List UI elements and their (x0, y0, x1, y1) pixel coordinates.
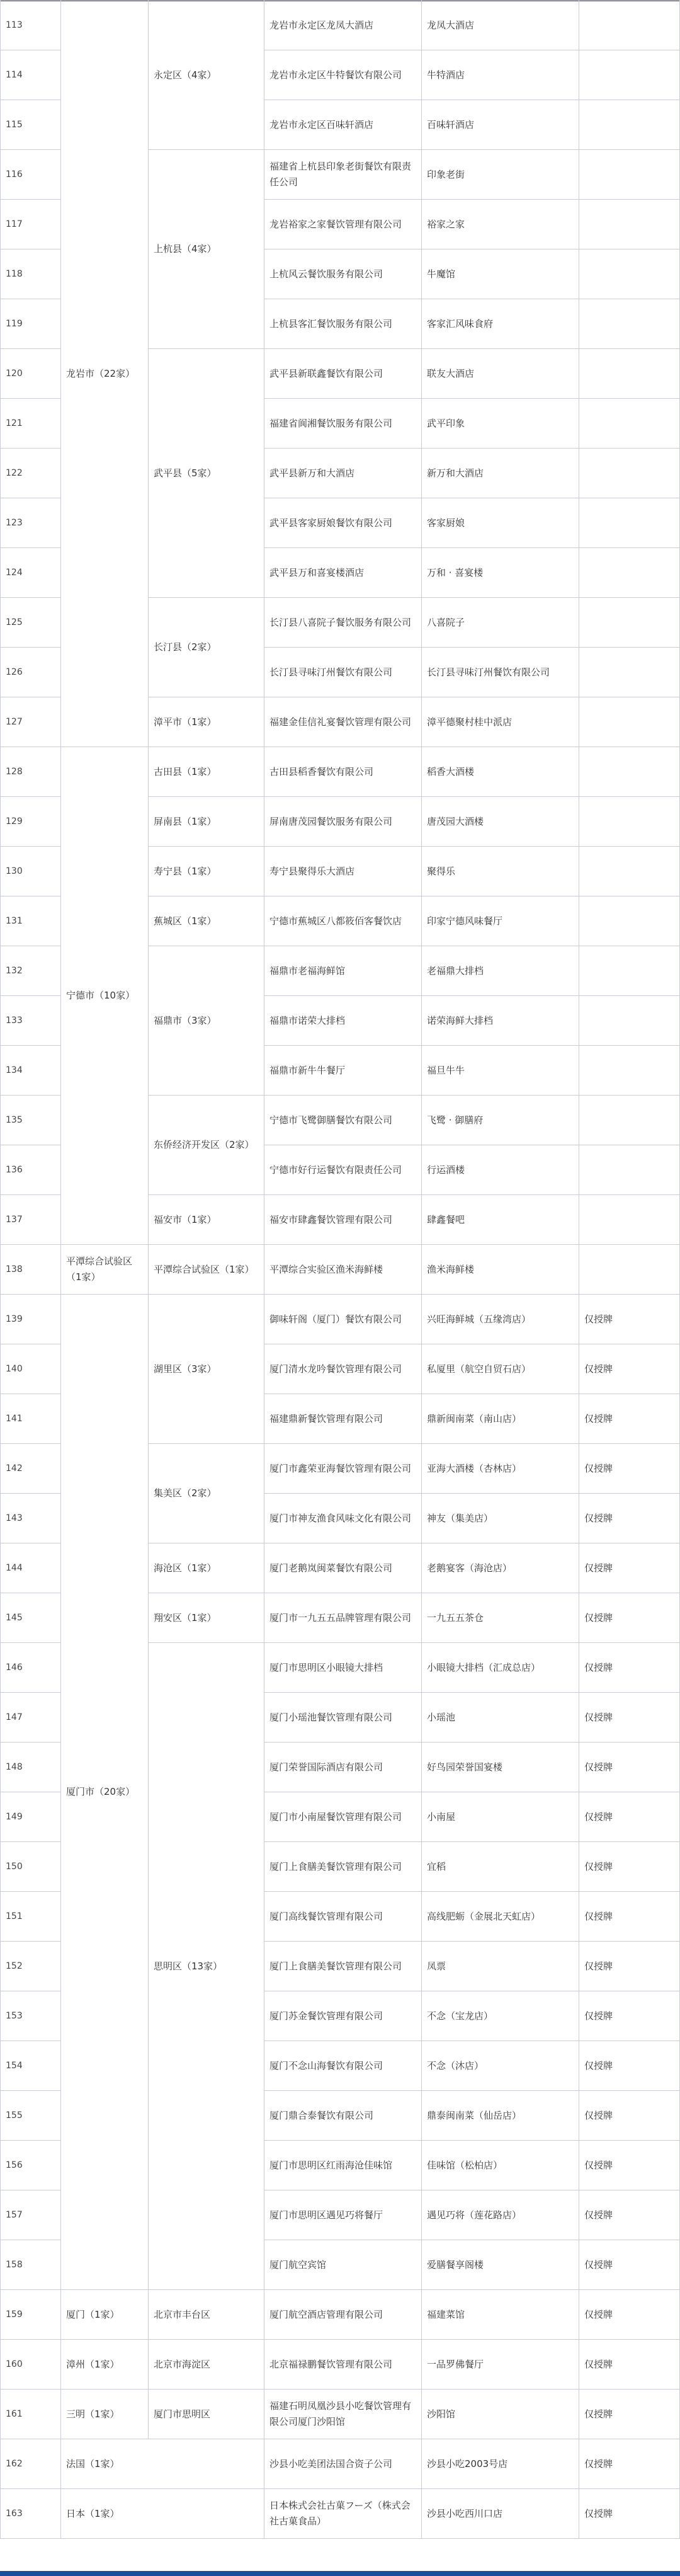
store-name-cell: 沙县小吃2003号店 (422, 2439, 579, 2489)
company-name-cell: 厦门鼎合泰餐饮有限公司 (264, 2091, 422, 2141)
note-cell (579, 548, 680, 598)
note-cell: 仅授牌 (579, 1842, 680, 1892)
row-number: 163 (1, 2489, 61, 2539)
store-name-cell: 龙凤大酒店 (422, 1, 579, 50)
row-number: 125 (1, 598, 61, 648)
row-number: 127 (1, 697, 61, 747)
store-name-cell: 百味轩酒店 (422, 100, 579, 150)
county-cell: 武平县（5家） (149, 349, 264, 598)
note-cell: 仅授牌 (579, 1543, 680, 1593)
note-cell (579, 1145, 680, 1195)
row-number: 134 (1, 1046, 61, 1096)
note-cell (579, 1096, 680, 1145)
row-number: 123 (1, 498, 61, 548)
note-cell: 仅授牌 (579, 2240, 680, 2290)
row-number: 139 (1, 1295, 61, 1344)
row-number: 133 (1, 996, 61, 1046)
row-number: 155 (1, 2091, 61, 2141)
row-number: 148 (1, 1743, 61, 1792)
city-cell: 宁德市（10家） (61, 747, 149, 1245)
row-number: 124 (1, 548, 61, 598)
county-cell: 长汀县（2家） (149, 598, 264, 697)
company-name-cell: 福鼎市新牛牛餐厅 (264, 1046, 422, 1096)
store-name-cell: 不念（宝龙店） (422, 1991, 579, 2041)
note-cell (579, 498, 680, 548)
company-name-cell: 御味轩阁（厦门）餐饮有限公司 (264, 1295, 422, 1344)
store-name-cell: 武平印象 (422, 399, 579, 449)
note-cell: 仅授牌 (579, 2190, 680, 2240)
store-name-cell: 鼎泰闽南菜（仙岳店） (422, 2091, 579, 2141)
store-name-cell: 小瑶池 (422, 1693, 579, 1743)
county-cell: 厦门市思明区 (149, 2390, 264, 2439)
store-name-cell: 渔米海鲜楼 (422, 1245, 579, 1295)
store-name-cell: 小眼镜大排档（汇成总店） (422, 1643, 579, 1693)
note-cell (579, 249, 680, 299)
company-name-cell: 厦门高线餐饮管理有限公司 (264, 1892, 422, 1942)
table-row (1, 2439, 680, 2489)
row-number: 128 (1, 747, 61, 797)
company-name-cell: 厦门航空宾馆 (264, 2240, 422, 2290)
note-cell: 仅授牌 (579, 2091, 680, 2141)
company-name-cell: 北京福禄鹏餐饮管理有限公司 (264, 2340, 422, 2390)
county-cell: 福鼎市（3家） (149, 946, 264, 1096)
store-name-cell: 飞鹭 · 御膳府 (422, 1096, 579, 1145)
company-name-cell: 福建石明凤凰沙县小吃餐饮管理有限公司厦门沙阳馆 (264, 2390, 422, 2439)
row-number: 126 (1, 648, 61, 697)
company-name-cell: 厦门苏金餐饮管理有限公司 (264, 1991, 422, 2041)
note-cell (579, 946, 680, 996)
city-cell: 厦门（1家） (61, 2290, 149, 2340)
county-cell: 寿宁县（1家） (149, 847, 264, 896)
city-cell: 厦门市（20家） (61, 1295, 149, 2290)
note-cell (579, 50, 680, 100)
row-number: 115 (1, 100, 61, 150)
county-cell: 蕉城区（1家） (149, 896, 264, 946)
note-cell: 仅授牌 (579, 2489, 680, 2539)
county-cell: 东侨经济开发区（2家） (149, 1096, 264, 1195)
company-name-cell: 武平县万和喜宴楼酒店 (264, 548, 422, 598)
note-cell: 仅授牌 (579, 2439, 680, 2489)
row-number: 137 (1, 1195, 61, 1245)
store-name-cell: 不念（沐店） (422, 2041, 579, 2091)
note-cell (579, 1195, 680, 1245)
note-cell: 仅授牌 (579, 1792, 680, 1842)
city-cell: 三明（1家） (61, 2390, 149, 2439)
store-name-cell: 老福鼎大排档 (422, 946, 579, 996)
note-cell (579, 200, 680, 249)
county-cell: 上杭县（4家） (149, 150, 264, 349)
store-name-cell: 佳味馆（松柏店） (422, 2141, 579, 2190)
table-row (1, 747, 680, 797)
company-name-cell: 厦门市思明区红雨海沧佳味馆 (264, 2141, 422, 2190)
row-number: 122 (1, 449, 61, 498)
store-name-cell: 裕家之家 (422, 200, 579, 249)
table-row (1, 2489, 680, 2539)
city-cell: 龙岩市（22家） (61, 1, 149, 747)
company-name-cell: 福建鼎新餐饮管理有限公司 (264, 1394, 422, 1444)
row-number: 129 (1, 797, 61, 847)
store-name-cell: 鼎新闽南菜（南山店） (422, 1394, 579, 1444)
store-name-cell: 印家宁德风味餐厅 (422, 896, 579, 946)
store-name-cell: 八喜院子 (422, 598, 579, 648)
note-cell: 仅授牌 (579, 1593, 680, 1643)
company-name-cell: 武平县新万和大酒店 (264, 449, 422, 498)
store-name-cell: 联友大酒店 (422, 349, 579, 399)
county-cell: 集美区（2家） (149, 1444, 264, 1543)
row-number: 142 (1, 1444, 61, 1494)
company-name-cell: 上杭风云餐饮服务有限公司 (264, 249, 422, 299)
row-number: 153 (1, 1991, 61, 2041)
company-name-cell: 宁德市好行运餐饮有限责任公司 (264, 1145, 422, 1195)
row-number: 138 (1, 1245, 61, 1295)
store-name-cell: 宜稻 (422, 1842, 579, 1892)
store-name-cell: 客家汇风味食府 (422, 299, 579, 349)
county-cell: 翔安区（1家） (149, 1593, 264, 1643)
note-cell: 仅授牌 (579, 1942, 680, 1991)
company-name-cell: 龙岩裕家之家餐饮管理有限公司 (264, 200, 422, 249)
store-name-cell: 万和 · 喜宴楼 (422, 548, 579, 598)
city-cell: 法国（1家） (61, 2439, 264, 2489)
note-cell: 仅授牌 (579, 1892, 680, 1942)
company-name-cell: 长汀县寻味汀州餐饮有限公司 (264, 648, 422, 697)
county-cell: 思明区（13家） (149, 1643, 264, 2290)
county-cell: 北京市海淀区 (149, 2340, 264, 2390)
table-row (1, 1, 680, 50)
note-cell (579, 100, 680, 150)
row-number: 144 (1, 1543, 61, 1593)
company-name-cell: 上杭县客汇餐饮服务有限公司 (264, 299, 422, 349)
company-name-cell: 厦门上食膳美餐饮管理有限公司 (264, 1842, 422, 1892)
row-number: 151 (1, 1892, 61, 1942)
note-cell (579, 150, 680, 200)
store-name-cell: 凤票 (422, 1942, 579, 1991)
company-name-cell: 厦门航空酒店管理有限公司 (264, 2290, 422, 2340)
county-cell: 屏南县（1家） (149, 797, 264, 847)
row-number: 159 (1, 2290, 61, 2340)
row-number: 149 (1, 1792, 61, 1842)
store-name-cell: 亚海大酒楼（杏林店） (422, 1444, 579, 1494)
company-name-cell: 厦门荣誉国际酒店有限公司 (264, 1743, 422, 1792)
row-number: 147 (1, 1693, 61, 1743)
company-name-cell: 厦门市小南屋餐饮管理有限公司 (264, 1792, 422, 1842)
store-name-cell: 福旦牛牛 (422, 1046, 579, 1096)
company-name-cell: 屏南唐茂园餐饮服务有限公司 (264, 797, 422, 847)
store-name-cell: 遇见巧将（莲花路店） (422, 2190, 579, 2240)
note-cell: 仅授牌 (579, 2340, 680, 2390)
row-number: 145 (1, 1593, 61, 1643)
row-number: 158 (1, 2240, 61, 2290)
company-name-cell: 福建省阆湘餐饮服务有限公司 (264, 399, 422, 449)
company-name-cell: 厦门小瑶池餐饮管理有限公司 (264, 1693, 422, 1743)
row-number: 116 (1, 150, 61, 200)
company-name-cell: 福安市肆鑫餐饮管理有限公司 (264, 1195, 422, 1245)
store-name-cell: 沙阳馆 (422, 2390, 579, 2439)
note-cell (579, 747, 680, 797)
note-cell (579, 797, 680, 847)
row-number: 114 (1, 50, 61, 100)
store-name-cell: 漳平德聚村桂中派店 (422, 697, 579, 747)
table-row (1, 2390, 680, 2439)
company-name-cell: 武平县客家厨娘餐饮有限公司 (264, 498, 422, 548)
county-cell: 福安市（1家） (149, 1195, 264, 1245)
store-name-cell: 兴旺海鲜城（五缘湾店） (422, 1295, 579, 1344)
row-number: 121 (1, 399, 61, 449)
note-cell (579, 299, 680, 349)
row-number: 160 (1, 2340, 61, 2390)
bottom-accent-bar (0, 2571, 680, 2576)
company-name-cell: 龙岩市永定区牛特餐饮有限公司 (264, 50, 422, 100)
row-number: 118 (1, 249, 61, 299)
company-name-cell: 福鼎市诺荣大排档 (264, 996, 422, 1046)
row-number: 162 (1, 2439, 61, 2489)
note-cell: 仅授牌 (579, 1344, 680, 1394)
note-cell (579, 349, 680, 399)
note-cell: 仅授牌 (579, 2041, 680, 2091)
row-number: 117 (1, 200, 61, 249)
company-name-cell: 厦门清水龙吟餐饮管理有限公司 (264, 1344, 422, 1394)
company-name-cell: 长汀县八喜院子餐饮服务有限公司 (264, 598, 422, 648)
store-name-cell: 唐茂园大酒楼 (422, 797, 579, 847)
note-cell (579, 449, 680, 498)
store-name-cell: 沙县小吃西川口店 (422, 2489, 579, 2539)
store-name-cell: 神友（集美店） (422, 1494, 579, 1543)
note-cell: 仅授牌 (579, 1295, 680, 1344)
company-name-cell: 厦门市思明区遇见巧将餐厅 (264, 2190, 422, 2240)
table-row (1, 1245, 680, 1295)
company-name-cell: 厦门市鑫荣亚海餐饮管理有限公司 (264, 1444, 422, 1494)
company-name-cell: 日本株式会社古菓フーズ（株式会社古菓食品） (264, 2489, 422, 2539)
company-name-cell: 古田县稻香餐饮有限公司 (264, 747, 422, 797)
store-name-cell: 一九五五茶仓 (422, 1593, 579, 1643)
store-name-cell: 牛特酒店 (422, 50, 579, 100)
note-cell: 仅授牌 (579, 2141, 680, 2190)
note-cell (579, 1, 680, 50)
company-name-cell: 沙县小吃美团法国合资子公司 (264, 2439, 422, 2489)
county-cell: 漳平市（1家） (149, 697, 264, 747)
row-number: 120 (1, 349, 61, 399)
note-cell: 仅授牌 (579, 2390, 680, 2439)
company-name-cell: 福建金佳信礼宴餐饮管理有限公司 (264, 697, 422, 747)
store-name-cell: 聚得乐 (422, 847, 579, 896)
table-row (1, 1295, 680, 1344)
row-number: 136 (1, 1145, 61, 1195)
county-cell: 平潭综合试验区（1家） (149, 1245, 264, 1295)
store-name-cell: 稻香大酒楼 (422, 747, 579, 797)
row-number: 157 (1, 2190, 61, 2240)
note-cell: 仅授牌 (579, 1494, 680, 1543)
store-name-cell: 爱膳餐享阁楼 (422, 2240, 579, 2290)
note-cell (579, 598, 680, 648)
company-name-cell: 厦门不念山海餐饮有限公司 (264, 2041, 422, 2091)
row-number: 146 (1, 1643, 61, 1693)
store-name-cell: 行运酒楼 (422, 1145, 579, 1195)
company-name-cell: 福建省上杭县印象老街餐饮有限责任公司 (264, 150, 422, 200)
store-name-cell: 小南屋 (422, 1792, 579, 1842)
note-cell: 仅授牌 (579, 1693, 680, 1743)
store-name-cell: 牛魔馆 (422, 249, 579, 299)
city-cell: 平潭综合试验区（1家） (61, 1245, 149, 1295)
county-cell: 北京市丰台区 (149, 2290, 264, 2340)
note-cell (579, 896, 680, 946)
store-name-cell: 高线肥蛎（金展北天虹店） (422, 1892, 579, 1942)
company-name-cell: 龙岩市永定区龙凤大酒店 (264, 1, 422, 50)
note-cell (579, 648, 680, 697)
note-cell: 仅授牌 (579, 1643, 680, 1693)
store-name-cell: 一品罗佛餐厅 (422, 2340, 579, 2390)
company-name-cell: 厦门市思明区小眼镜大排档 (264, 1643, 422, 1693)
company-name-cell: 厦门市一九五五品牌管理有限公司 (264, 1593, 422, 1643)
city-cell: 漳州（1家） (61, 2340, 149, 2390)
store-name-cell: 新万和大酒店 (422, 449, 579, 498)
company-name-cell: 厦门老鹅岚闽菜餐饮有限公司 (264, 1543, 422, 1593)
company-name-cell: 平潭综合实验区渔米海鲜楼 (264, 1245, 422, 1295)
store-name-cell: 长汀县寻味汀州餐饮有限公司 (422, 648, 579, 697)
row-number: 135 (1, 1096, 61, 1145)
store-name-cell: 肆鑫餐吧 (422, 1195, 579, 1245)
row-number: 161 (1, 2390, 61, 2439)
row-number: 152 (1, 1942, 61, 1991)
note-cell: 仅授牌 (579, 1991, 680, 2041)
table-row (1, 2340, 680, 2390)
note-cell (579, 996, 680, 1046)
store-name-cell: 私厦里（航空自贸石店） (422, 1344, 579, 1394)
company-name-cell: 武平县新联鑫餐饮有限公司 (264, 349, 422, 399)
row-number: 132 (1, 946, 61, 996)
note-cell (579, 399, 680, 449)
note-cell: 仅授牌 (579, 2290, 680, 2340)
note-cell (579, 1046, 680, 1096)
county-cell: 湖里区（3家） (149, 1295, 264, 1444)
row-number: 143 (1, 1494, 61, 1543)
row-number: 140 (1, 1344, 61, 1394)
company-name-cell: 福鼎市老福海鲜馆 (264, 946, 422, 996)
table-body (1, 1, 680, 2539)
note-cell: 仅授牌 (579, 1394, 680, 1444)
note-cell (579, 1245, 680, 1295)
row-number: 154 (1, 2041, 61, 2091)
company-name-cell: 宁德市飞鹭御膳餐饮有限公司 (264, 1096, 422, 1145)
note-cell: 仅授牌 (579, 1743, 680, 1792)
county-cell: 海沧区（1家） (149, 1543, 264, 1593)
note-cell: 仅授牌 (579, 1444, 680, 1494)
city-cell: 日本（1家） (61, 2489, 264, 2539)
store-name-cell: 好鸟园荣誉国宴楼 (422, 1743, 579, 1792)
table-row (1, 2290, 680, 2340)
store-name-cell: 印象老街 (422, 150, 579, 200)
county-cell: 永定区（4家） (149, 1, 264, 150)
company-name-cell: 宁德市蕉城区八都筱佰客餐饮店 (264, 896, 422, 946)
row-number: 156 (1, 2141, 61, 2190)
row-number: 113 (1, 1, 61, 50)
note-cell (579, 697, 680, 747)
county-cell: 古田县（1家） (149, 747, 264, 797)
store-name-cell: 客家厨娘 (422, 498, 579, 548)
company-name-cell: 龙岩市永定区百味轩酒店 (264, 100, 422, 150)
row-number: 130 (1, 847, 61, 896)
company-name-cell: 厦门上食膳美餐饮管理有限公司 (264, 1942, 422, 1991)
store-name-cell: 诺荣海鲜大排档 (422, 996, 579, 1046)
note-cell (579, 847, 680, 896)
row-number: 131 (1, 896, 61, 946)
row-number: 150 (1, 1842, 61, 1892)
row-number: 141 (1, 1394, 61, 1444)
store-name-cell: 福建菜馆 (422, 2290, 579, 2340)
company-name-cell: 寿宁县聚得乐大酒店 (264, 847, 422, 896)
company-name-cell: 厦门市神友渔食风味文化有限公司 (264, 1494, 422, 1543)
row-number: 119 (1, 299, 61, 349)
store-name-cell: 老鹅宴客（海沧店） (422, 1543, 579, 1593)
